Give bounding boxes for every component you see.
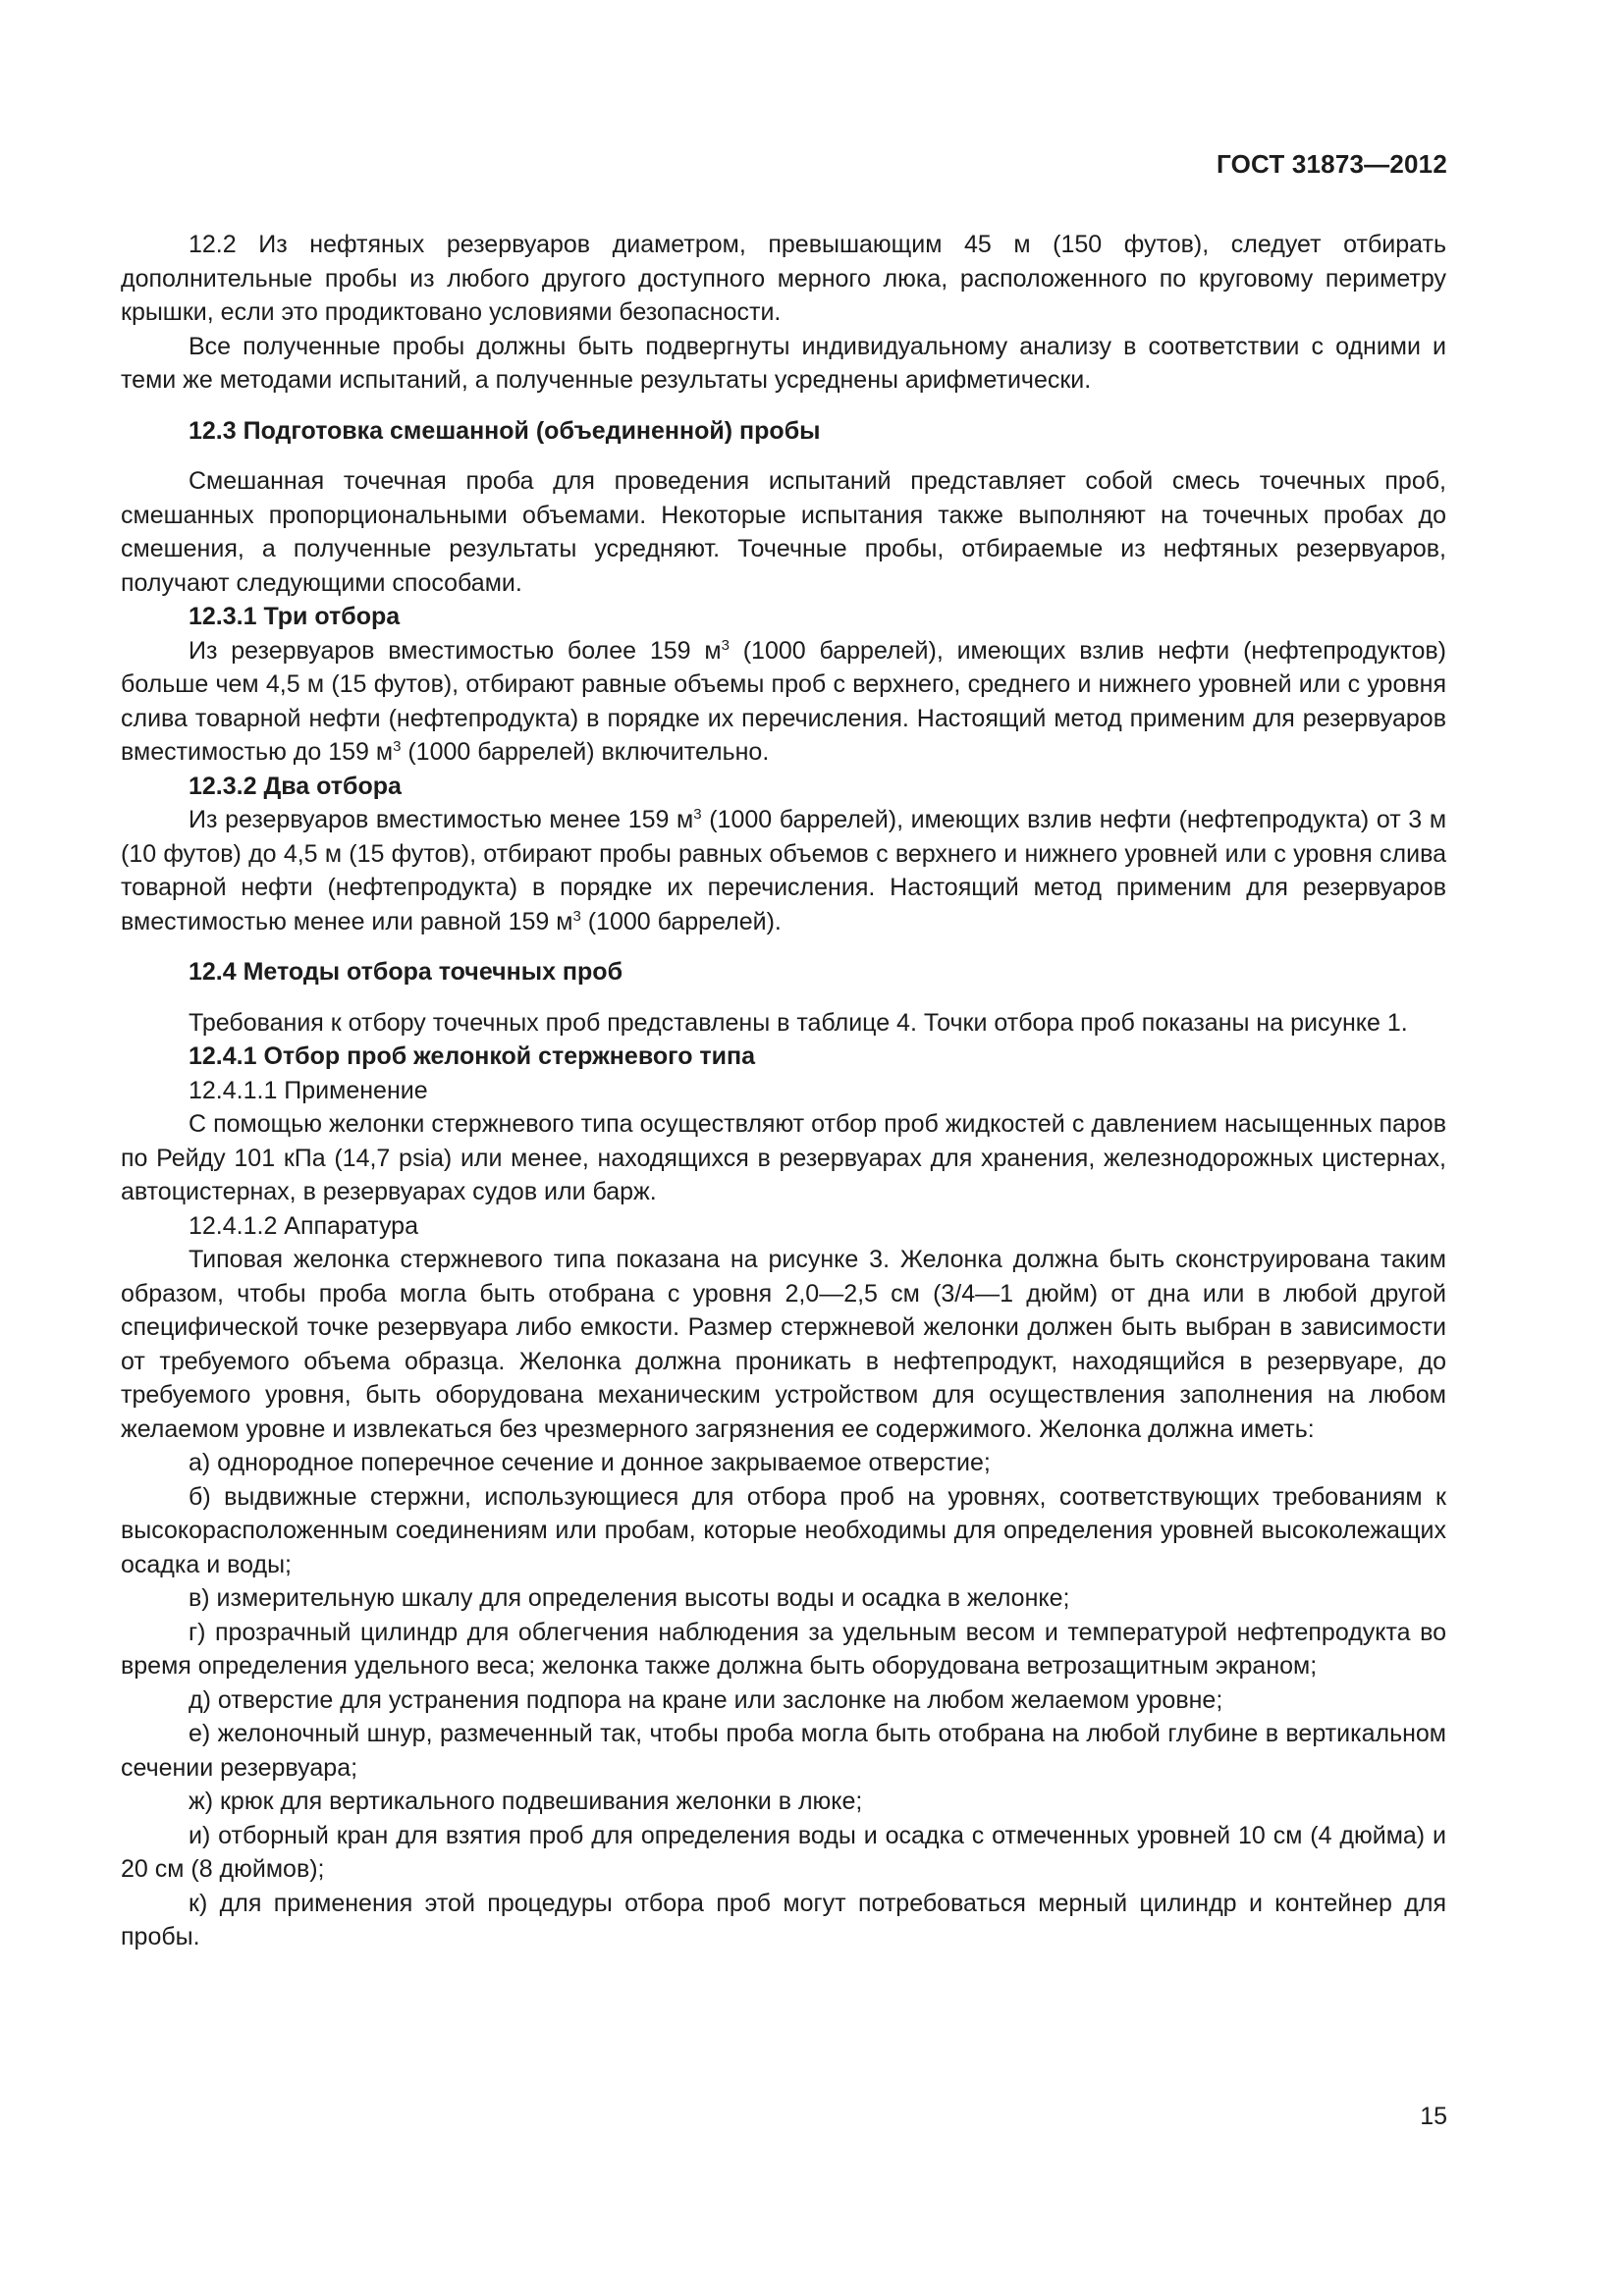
subsection-heading-12-3-2: 12.3.2 Два отбора — [189, 772, 402, 800]
paragraph-text: Типовая желонка стержневого типа показана на рисунке 3. Желонка должна быть сконструирована таким образом, чтобы проба могла быть отобрана с уровня 2,0—2,5 см (3/4—1 дюйм) от дна или в любой другой специфической точке резервуара либо емкости. Размер стержневой желонки должен быть выбран в зависимости от требуемого объема образца. Желонка должна проникать в нефтепродукт, находящийся в резервуаре, до требуемого уровня, быть оборудована механическим устройством для осуществления заполнения на любом желаемом уровне и извлекаться без чрезмерного загрязнения ее содержимого. Желонка должна иметь: — [121, 1246, 1446, 1443]
text-run: (1000 баррелей), имеющих взлив нефти (нефтепродуктов) больше чем 4,5 м (15 футов), отбирают равные объемы проб с верхнего, среднего и нижнего уровней или с уровня слива товарной нефти (нефтепродукта) в порядке их перечисления. Настоящий метод применим для резервуаров вместимостью до 159 м — [121, 636, 1446, 766]
paragraph-text — [121, 803, 1446, 938]
section-heading-12-3: 12.3 Подготовка смешанной (объединенной) пробы — [189, 416, 821, 445]
paragraph-text: Смешанная точечная проба для проведения испытаний представляет собой смесь точечных проб, смешанных пропорциональными объемами. Некоторые испытания также выполняют на точечных пробах до смешения, а полученные результаты усредняют. Точечные пробы, отбираемые из нефтяных резервуаров, получают следующими способами. — [121, 467, 1446, 597]
clause-heading-12-4-1-1: 12.4.1.1 Применение — [189, 1076, 428, 1104]
paragraph-text: С помощью желонки стержневого типа осуществляют отбор проб жидкостей с давлением насыщенных паров по Рейду 101 кПа (14,7 psia) или менее, находящихся в резервуарах для хранения, железнодорожных цистернах, автоцистернах, в резервуарах судов или барж. — [121, 1110, 1446, 1205]
superscript: 3 — [393, 738, 402, 755]
subsection-heading-12-3-1: 12.3.1 Три отбора — [189, 603, 401, 630]
superscript: 3 — [572, 907, 581, 925]
superscript: 3 — [693, 806, 702, 823]
page-number: 15 — [1420, 2103, 1447, 2130]
text-run: (1000 баррелей) включительно. — [401, 738, 770, 766]
list-item: и) отборный кран для взятия проб для определения воды и осадка с отмеченных уровней 10 см (4 дюйма) и 20 см (8 дюймов); — [121, 1821, 1446, 1883]
list-item: к) для применения этой процедуры отбора проб могут потребоваться мерный цилиндр и контейнер для пробы. — [121, 1889, 1446, 1950]
text-run: (1000 баррелей), имеющих взлив нефти (нефтепродукта) от 3 м (10 футов) до 4,5 м (15 футов), отбирают пробы равных объемов с верхнего и нижнего уровней или с уровня слива товарной нефти (нефтепродукта) в порядке их перечисления. Настоящий метод применим для резервуаров вместимостью менее или равной 159 м — [121, 806, 1447, 935]
paragraph-text: Все полученные пробы должны быть подвергнуты индивидуальному анализу в соответствии с одними и теми же методами испытаний, а полученные результаты усреднены арифметически. — [121, 332, 1446, 394]
list-item: б) выдвижные стержни, использующиеся для отбора проб на уровнях, соответствующих требованиям к высокорасположенным соединениям или пробам, которые необходимы для определения уровней высоколежащих осадка и воды; — [121, 1482, 1446, 1578]
paragraph-text — [121, 634, 1446, 770]
text-run: Из резервуаров вместимостью более 159 м — [189, 636, 722, 665]
superscript: 3 — [721, 636, 730, 654]
list-item: а) однородное поперечное сечение и донное закрываемое отверстие; — [189, 1449, 991, 1476]
document-code-header: ГОСТ 31873—2012 — [1217, 149, 1447, 179]
list-item: е) желоночный шнур, размеченный так, чтобы проба могла быть отобрана на любой глубине в вертикальном сечении резервуара; — [121, 1720, 1446, 1782]
text-run: Из резервуаров вместимостью менее 159 м — [189, 806, 694, 833]
list-item: в) измерительную шкалу для определения высоты воды и осадка в желонке; — [189, 1584, 1070, 1612]
paragraph-text: Требования к отбору точечных проб представлены в таблице 4. Точки отбора проб показаны на рисунке 1. — [189, 1008, 1408, 1037]
list-item: г) прозрачный цилиндр для облегчения наблюдения за удельным весом и температурой нефтепродукта во время определения удельного веса; желонка также должна быть оборудована ветрозащитным экраном; — [121, 1618, 1446, 1680]
subsection-heading-12-4-1: 12.4.1 Отбор проб желонкой стержневого типа — [189, 1042, 756, 1070]
list-item: д) отверстие для устранения подпора на кране или заслонке на любом желаемом уровне; — [189, 1685, 1223, 1714]
text-run: (1000 баррелей). — [580, 907, 782, 935]
section-heading-12-4: 12.4 Методы отбора точечных проб — [189, 958, 623, 986]
page-body — [121, 228, 1446, 1954]
list-item: ж) крюк для вертикального подвешивания желонки в люке; — [189, 1788, 863, 1815]
clause-heading-12-4-1-2: 12.4.1.2 Аппаратура — [189, 1211, 418, 1240]
paragraph-12-2: 12.2 Из нефтяных резервуаров диаметром, превышающим 45 м (150 футов), следует отбирать дополнительные пробы из любого другого доступного мерного люка, расположенного по круговому периметру крышки, если это продиктовано условиями безопасности. — [121, 231, 1446, 326]
